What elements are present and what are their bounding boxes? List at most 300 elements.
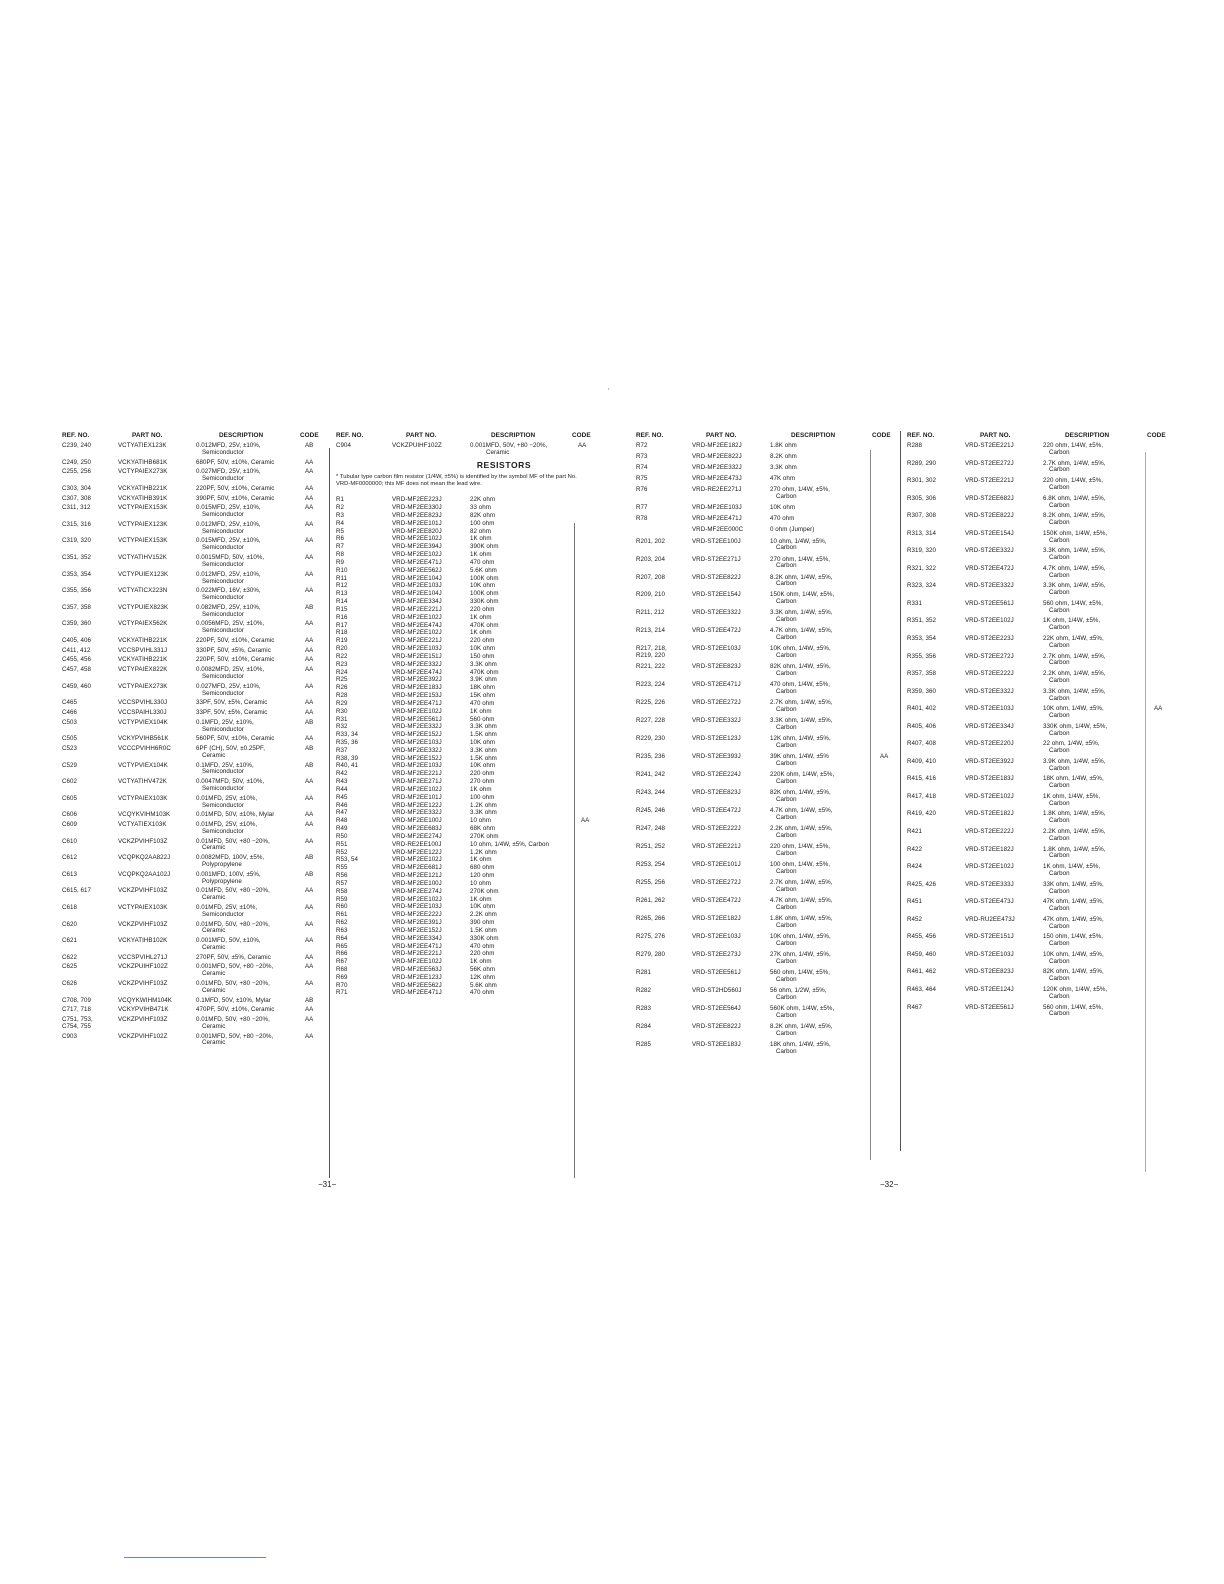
ref-no: R307, 308: [907, 512, 937, 520]
description: 0.0056MFD, 25V, ±10%,: [196, 620, 265, 628]
part-no: VRD-MF2EE334J: [392, 598, 442, 606]
code: AB: [305, 870, 314, 878]
header-ref: REF. NO.: [636, 432, 664, 439]
header-code: CODE: [872, 432, 891, 439]
part-no: VRD-MF2EE332J: [392, 746, 442, 754]
part-no: VRD-ST2HD560J: [692, 987, 742, 995]
ref-no-cont: C754, 755: [62, 1022, 92, 1030]
description: 470 ohm, 1/4W, ±5%,: [770, 681, 831, 689]
description: 270 ohm, 1/4W, ±5%,: [770, 486, 831, 494]
list-item: [336, 834, 612, 841]
ref-no: C239, 240: [62, 442, 92, 449]
list-item: [336, 693, 612, 700]
ref-no: R74: [636, 464, 648, 472]
description-cont: Carbon: [776, 778, 797, 786]
description: 6PF (CH), 50V, ±0.25PF,: [196, 744, 265, 752]
description: 10K ohm: [470, 738, 496, 746]
description: 56K ohm: [470, 966, 496, 973]
ref-no: R451: [907, 898, 922, 906]
part-no: VRD-MF2EE683J: [392, 825, 442, 833]
list-item: [336, 873, 612, 880]
ref-no: C357, 358: [62, 603, 92, 611]
ref-no: R66: [336, 950, 348, 958]
code: AA: [305, 980, 314, 987]
part-no: VRD-MF2EE392J: [392, 676, 442, 684]
description-cont: Semiconductor: [202, 475, 244, 483]
description: 680 ohm: [470, 864, 495, 872]
part-no: VRD-ST2EE472J: [692, 897, 741, 905]
description-cont: Carbon: [1049, 975, 1070, 983]
description: 330PF, 50V, ±5%, Ceramic: [196, 646, 271, 654]
ref-no: R22: [336, 652, 348, 660]
description: 470K ohm: [470, 621, 499, 629]
column-divider: [574, 523, 575, 1178]
part-no: VRD-MF2EE100J: [392, 879, 442, 887]
description: 220 ohm, 1/4W, ±5%,: [1043, 442, 1104, 449]
code: AB: [305, 854, 314, 862]
code: AA: [305, 820, 314, 828]
description: 2.2K ohm, 1/4W, ±5%,: [770, 825, 833, 833]
part-no: VRD-ST2EE561J: [965, 1003, 1014, 1011]
description: 10K ohm: [770, 504, 796, 512]
ref-no: R32: [336, 723, 348, 731]
description: 10K ohm, 1/4W, ±5%,: [1043, 705, 1104, 713]
list-item: [336, 552, 612, 559]
part-no: VRD-MF2EE471J: [392, 989, 442, 997]
part-no: VRD-RE2EE271J: [692, 486, 742, 494]
part-no: VRD-MF2EE101J: [392, 793, 442, 801]
code: AA: [305, 484, 314, 492]
part-no: VRD-ST2EE183J: [692, 1041, 741, 1049]
description: 390K ohm: [470, 543, 499, 551]
list-item: [62, 555, 338, 569]
description: 2.7K ohm, 1/4W, ±5%,: [770, 879, 833, 887]
description: 15K ohm: [470, 692, 496, 700]
part-no: VCTYATIEX103K: [118, 820, 167, 828]
part-no: VRD-ST2EE223J: [965, 635, 1014, 643]
ref-no: R59: [336, 895, 348, 903]
part-no: VRD-ST2EE273J: [692, 951, 741, 959]
ref-no: C405, 406: [62, 637, 92, 644]
list-item: [336, 709, 612, 716]
list-item: [336, 748, 612, 755]
description: 470PF, 50V, ±10%, Ceramic: [196, 1006, 275, 1014]
list-item: [907, 583, 1183, 597]
ref-no: R265, 266: [636, 915, 666, 923]
description: 560PF, 50V, ±10%, Ceramic: [196, 735, 275, 743]
ref-no: C255, 256: [62, 468, 92, 476]
list-item: [336, 889, 612, 896]
list-item: [62, 700, 338, 707]
part-no: VRD-ST2EE822J: [692, 573, 741, 581]
ref-no: R63: [336, 926, 348, 934]
description: 0.027MFD, 25V, ±10%,: [196, 468, 261, 476]
description-cont: Semiconductor: [202, 801, 244, 809]
ref-no: R417, 418: [907, 792, 937, 800]
part-no: VRD-MF2EE100J: [392, 817, 442, 825]
part-no: VRD-ST2EE272J: [965, 652, 1014, 660]
description: 4.7K ohm, 1/4W, ±5%,: [770, 627, 833, 635]
ref-no: R251, 252: [636, 843, 666, 851]
part-no: VCQYKWIHM104K: [118, 996, 172, 1004]
description: 2.7K ohm, 1/4W, ±5%,: [1043, 652, 1106, 660]
description-cont: Carbon: [776, 904, 797, 912]
list-item: [907, 969, 1183, 983]
description-cont: Carbon: [1049, 501, 1070, 509]
list-item: [62, 1007, 338, 1014]
description: 4.7K ohm, 1/4W, ±5%,: [770, 897, 833, 905]
description-cont: Semiconductor: [202, 527, 244, 535]
ref-no: R26: [336, 684, 348, 692]
description: 10 ohm: [470, 879, 491, 887]
description: 3.9K ohm, 1/4W, ±5%,: [1043, 757, 1106, 765]
list-item: [62, 1034, 338, 1048]
part-no: VRD-MF2EE474J: [392, 621, 442, 629]
ref-no: R24: [336, 668, 348, 676]
description: 470K ohm: [470, 668, 499, 676]
description: 2.2K ohm, 1/4W, ±5%,: [1043, 828, 1106, 836]
list-item: [62, 981, 338, 995]
description-cont: Carbon: [776, 493, 797, 501]
ref-no: R283: [636, 1005, 651, 1013]
ref-no: C355, 356: [62, 587, 92, 595]
code: AB: [305, 718, 314, 726]
description-cont: Carbon: [1049, 641, 1070, 649]
part-no: VRD-ST2EE222J: [965, 670, 1014, 678]
description-cont: Polypropylene: [202, 861, 242, 869]
list-item: [907, 882, 1183, 896]
ref-no: R461, 462: [907, 968, 937, 976]
ref-no: R52: [336, 848, 348, 856]
part-no: VCTYPAIEX153K: [118, 504, 168, 512]
part-no: VCTYPUIEX123K: [118, 570, 169, 578]
ref-no: C612: [62, 854, 77, 862]
description: 47K ohm, 1/4W, ±5%,: [1043, 915, 1104, 923]
ref-no: R229, 230: [636, 735, 666, 743]
description: 120K ohm, 1/4W, ±5%,: [1043, 985, 1108, 993]
code: AA: [305, 887, 314, 895]
column-divider: [900, 431, 901, 1151]
part-no: VRD-ST2EE272J: [692, 879, 741, 887]
list-item: [62, 964, 338, 978]
description: 22K ohm: [470, 496, 496, 504]
ref-no: C303, 304: [62, 484, 92, 492]
part-no: VRD-MF2EE394J: [392, 543, 442, 551]
part-no: VRD-ST2EE392J: [965, 757, 1014, 765]
part-no: VRD-MF2EE562J: [392, 981, 442, 989]
list-item: [336, 505, 612, 512]
list-item: [62, 812, 338, 819]
ref-no: R213, 214: [636, 627, 666, 635]
description: 3.3K ohm, 1/4W, ±5%,: [1043, 582, 1106, 590]
description-cont: Carbon: [1049, 624, 1070, 632]
ref-no: R359, 360: [907, 687, 937, 695]
ref-no: R217, 218,: [636, 645, 667, 653]
description: 10 ohm, 1/4W, ±5%, Carbon: [470, 840, 549, 848]
list-item: [62, 538, 338, 552]
description: 1K ohm: [470, 785, 492, 793]
list-item: [336, 936, 612, 943]
ref-no: C904: [336, 442, 351, 449]
part-no: VRD-MF2EE102J: [392, 856, 442, 864]
ref-no: R9: [336, 558, 345, 566]
description-cont: Carbon: [776, 544, 797, 552]
list-item: [62, 763, 338, 777]
description-cont: Carbon: [1049, 448, 1070, 456]
list-item: [62, 588, 338, 602]
part-no: VRD-MF2EE221J: [392, 950, 442, 958]
ref-no: C609: [62, 820, 77, 828]
list-item: [907, 548, 1183, 562]
description-cont: Semiconductor: [202, 560, 244, 568]
code: AA: [880, 753, 889, 761]
description: 0.01MFD, 50V, +80 −20%,: [196, 1015, 270, 1023]
code: AA: [305, 903, 314, 911]
description: 2.7K ohm, 1/4W, ±5%,: [770, 699, 833, 707]
list-item: [62, 998, 338, 1005]
list-item: [62, 486, 338, 493]
list-item: [62, 872, 338, 886]
description: 10K ohm: [470, 903, 496, 911]
description-cont: Semiconductor: [202, 448, 244, 456]
description-cont: Carbon: [776, 1047, 797, 1055]
part-no: VCTYPAIEX273K: [118, 468, 168, 476]
code: AA: [305, 656, 314, 664]
part-no: VRD-MF2EE332J: [692, 464, 742, 472]
ref-no: R405, 406: [907, 722, 937, 730]
part-no: VRD-MF2EE221J: [392, 605, 442, 613]
description: 1K ohm: [470, 895, 492, 903]
description: 3.3K ohm: [470, 723, 497, 731]
part-no: VRD-MF2EE102J: [392, 958, 442, 966]
description: 1K ohm: [470, 551, 492, 559]
list-item: [62, 839, 338, 853]
parts-column-4: [907, 431, 1183, 1022]
list-item: [62, 746, 338, 760]
list-item: [907, 847, 1183, 861]
part-no: VRD-MF2EE104J: [392, 574, 442, 582]
code: AA: [305, 735, 314, 743]
description-cont: Carbon: [1049, 554, 1070, 562]
list-item: [62, 522, 338, 536]
description: 0.01MFD, 50V, +80 −20%,: [196, 887, 270, 895]
ref-no: R207, 208: [636, 573, 666, 581]
list-item: [62, 443, 338, 457]
description: 470 ohm: [470, 558, 495, 566]
ref-no: C466: [62, 708, 77, 716]
part-no: VRD-MF2EE474J: [392, 668, 442, 676]
description: 1K ohm, 1/4W, ±5%,: [1043, 863, 1101, 871]
ref-no: R467: [907, 1003, 922, 1011]
description: 82K ohm, 1/4W, ±5%,: [1043, 968, 1104, 976]
list-item: [907, 689, 1183, 703]
description-cont: Ceramic: [202, 944, 226, 952]
part-no: VRD-ST2EE822J: [965, 512, 1014, 520]
ref-no: R235, 236: [636, 753, 666, 761]
description: 3.3K ohm: [770, 464, 797, 472]
part-no: VRD-MF2EE471J: [392, 558, 442, 566]
ref-no: R44: [336, 785, 348, 793]
part-no: VRD-ST2EE472J: [692, 807, 741, 815]
description-cont: Carbon: [1049, 782, 1070, 790]
code: AA: [305, 620, 314, 628]
code: AA: [305, 666, 314, 674]
ref-no: R459, 460: [907, 950, 937, 958]
ref-no: C307, 308: [62, 494, 92, 502]
list-item: [336, 654, 612, 661]
description: 6.8K ohm, 1/4W, ±5%,: [1043, 494, 1106, 502]
description: 470 ohm: [470, 699, 495, 707]
ref-no: C625: [62, 963, 77, 971]
part-no: VRD-ST2EE103J: [965, 705, 1014, 713]
code: AB: [305, 761, 314, 769]
part-no: VRD-MF2EE121J: [392, 872, 442, 880]
ref-no: C615, 617: [62, 887, 92, 895]
description-cont: Ceramic: [202, 1039, 226, 1047]
list-item: [907, 741, 1183, 755]
description-cont: Carbon: [1049, 729, 1070, 737]
list-item: [907, 1005, 1183, 1019]
list-item: [907, 496, 1183, 510]
code: AA: [305, 646, 314, 654]
ref-no: R70: [336, 981, 348, 989]
list-item: [62, 905, 338, 919]
list-item: [62, 621, 338, 635]
code: AA: [1154, 705, 1163, 713]
part-no: VCTYATIEX123K: [118, 442, 167, 449]
list-item: [62, 667, 338, 681]
header-ref: REF. NO.: [62, 432, 90, 439]
part-no: VRD-ST2EE332J: [965, 547, 1014, 555]
part-no: VRD-ST2EE124J: [965, 985, 1014, 993]
description: 100 ohm: [470, 519, 495, 527]
ref-no: R355, 356: [907, 652, 937, 660]
part-no: VRD-ST2EE154J: [692, 591, 741, 599]
description: 1K ohm, 1/4W, ±5%,: [1043, 792, 1101, 800]
part-no: VRD-MF2EE681J: [392, 864, 442, 872]
part-no: VRD-ST2EE103J: [965, 950, 1014, 958]
description: 560 ohm, 1/4W, ±5%,: [1043, 1003, 1104, 1011]
ref-no: R357, 358: [907, 670, 937, 678]
part-no: VRD-MF2EE471J: [692, 515, 742, 523]
description: 270 ohm: [470, 778, 495, 786]
description: 270K ohm: [470, 832, 499, 840]
description: 33PF, 50V, ±5%, Ceramic: [196, 699, 268, 707]
list-item: [907, 461, 1183, 475]
ref-no: R211, 212: [636, 609, 665, 617]
part-no: VRD-MF2EE103J: [392, 903, 442, 911]
ref-no: R53, 54: [336, 856, 359, 864]
part-no: VRD-ST2EE182J: [692, 915, 741, 923]
part-no: VRD-ST2EE222J: [692, 825, 741, 833]
description: 1K ohm, 1/4W, ±5%,: [1043, 617, 1101, 625]
part-no: VRD-ST2EE101J: [692, 861, 741, 869]
description-cont: Carbon: [776, 976, 797, 984]
description: 1.8K ohm: [770, 442, 797, 449]
part-no: VRD-ST2EE564J: [692, 1005, 741, 1013]
description-cont: Semiconductor: [202, 689, 244, 697]
description: 0.012MFD, 25V, ±10%,: [196, 570, 261, 578]
list-item: [907, 917, 1183, 931]
description-cont: Carbon: [1049, 606, 1070, 614]
ref-no: R319, 320: [907, 547, 937, 555]
ref-no: R321, 322: [907, 564, 937, 572]
description: 1K ohm: [470, 958, 492, 966]
header-part: PART NO.: [706, 432, 737, 439]
ref-no: R225, 226: [636, 699, 666, 707]
list-item: [336, 732, 612, 739]
description: 270PF, 50V, ±5%, Ceramic: [196, 953, 271, 961]
description: 18K ohm, 1/4W, ±5%,: [770, 1041, 831, 1049]
ref-no: C359, 360: [62, 620, 92, 628]
code: AA: [305, 554, 314, 562]
description-cont: Carbon: [1049, 799, 1070, 807]
part-no: VRD-MF2EE102J: [392, 707, 442, 715]
part-no: VRD-MF2EE102J: [392, 551, 442, 559]
ref-no: C626: [62, 980, 77, 987]
description: 22K ohm, 1/4W, ±5%,: [1043, 635, 1104, 643]
description: 150 ohm: [470, 652, 495, 660]
description-cont: Ceramic: [202, 970, 226, 978]
ref-no: C606: [62, 811, 77, 819]
description: 0.012MFD, 25V, ±10%,: [196, 442, 261, 449]
part-no: VCKYATIHB102K: [118, 937, 168, 945]
part-no: VRD-ST2EE103J: [692, 645, 741, 653]
description: 150K ohm, 1/4W, ±5%,: [770, 591, 835, 599]
ref-no: R245, 246: [636, 807, 666, 815]
ref-no: R221, 222: [636, 663, 666, 671]
ref-no: R38, 39: [336, 754, 359, 762]
description: 330K ohm: [470, 934, 499, 942]
description-cont: Semiconductor: [202, 768, 244, 776]
part-no: VRD-ST2EE224J: [692, 771, 741, 779]
part-no: VCQPKQ2AA102J: [118, 870, 171, 878]
list-item: [336, 826, 612, 833]
list-item: [62, 469, 338, 483]
ref-no: C457, 458: [62, 666, 92, 674]
ref-no: C613: [62, 870, 77, 878]
description: 0.01MFD, 50V, +80 −20%,: [196, 980, 270, 987]
list-item: [907, 864, 1183, 878]
ref-no: R35, 36: [336, 738, 359, 746]
part-no: VRD-MF2EE473J: [692, 475, 742, 483]
description: 8.2K ohm, 1/4W, ±5%,: [770, 573, 833, 581]
ref-no: C249, 250: [62, 458, 92, 466]
ref-no: R30: [336, 707, 348, 715]
description-cont: Carbon: [776, 796, 797, 804]
list-item: [907, 829, 1183, 843]
description: 0.01MFD, 25V, ±10%,: [196, 903, 258, 911]
description: 2.2K ohm: [470, 911, 497, 919]
part-no: VRD-ST2EE823J: [965, 968, 1014, 976]
ref-no: R284: [636, 1023, 651, 1031]
list-item: [336, 513, 612, 520]
description-cont: Ceramic: [202, 894, 226, 902]
description: 0.001MFD, 100V, ±5%,: [196, 870, 261, 878]
description-cont: Carbon: [776, 940, 797, 948]
ref-no: R58: [336, 887, 348, 895]
header-desc: DESCRIPTION: [791, 432, 836, 439]
ref-no: C459, 460: [62, 682, 92, 690]
description: 8.2K ohm, 1/4W, ±5%,: [1043, 512, 1106, 520]
description: 10K ohm: [470, 582, 496, 590]
list-item: [636, 443, 912, 450]
list-item: [336, 646, 612, 653]
list-item: [907, 899, 1183, 913]
ref-no: R25: [336, 676, 348, 684]
description-cont: Polypropylene: [202, 877, 242, 885]
part-no: VRD-MF2EE101J: [392, 519, 442, 527]
